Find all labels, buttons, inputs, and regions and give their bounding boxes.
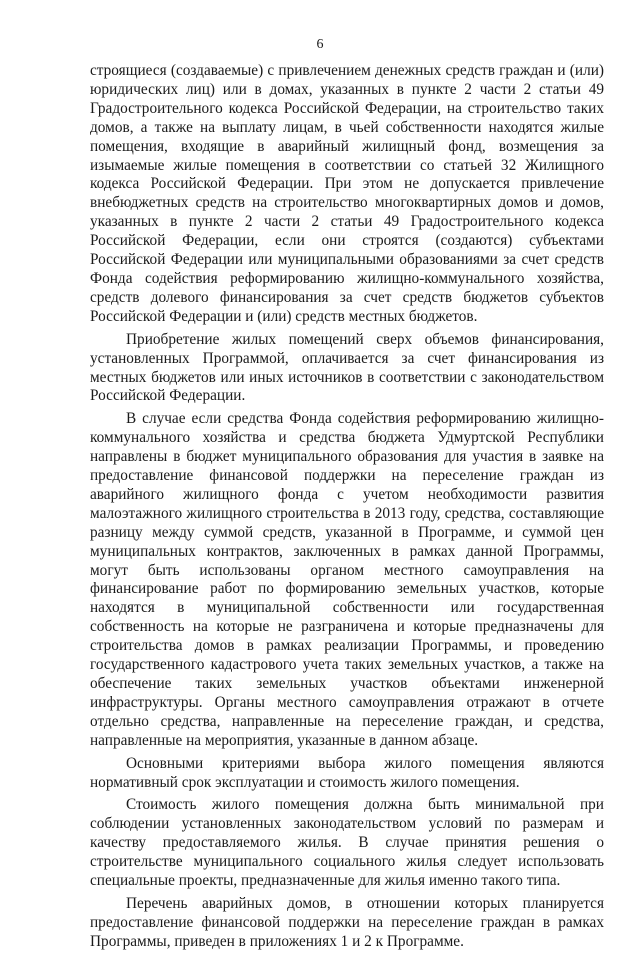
paragraph-acquisition-funding: Приобретение жилых помещений сверх объемов финансирования, установленных Программой, оплачивается за счет финансирования из местных бюджетов или иных источников в соответствии с законодательством Российской Федерации. xyxy=(90,330,604,405)
page-number: 6 xyxy=(316,37,324,52)
paragraph-continuation: строящиеся (создаваемые) с привлечением денежных средств граждан и (или) юридических лиц) или в домах, указанных в пункте 2 части 2 статьи 49 Градостроительного кодекса Российской Федерации, на строительство таких домов, а также на выплату лицам, в чьей собственности находятся жилые помещения, входящие в аварийный жилищный фонд, возмещения за изымаемые жилые помещения в соответствии со статьей 32 Жилищного кодекса Российской Федерации. При этом не допускается привлечение внебюджетных средств на строительство многоквартирных домов и домов, указанных в пункте 2 части 2 статьи 49 Градостроительного кодекса Российской Федерации, если они строятся (создаются) субъектами Российской Федерации или муниципальными образованиями за счет средств Фонда содействия реформированию жилищно-коммунального хозяйства, средств долевого финансирования за счет средств бюджетов субъектов Российской Федерации и (или) средств местных бюджетов. xyxy=(90,62,604,325)
paragraph-selection-criteria: Основными критериями выбора жилого помещения являются нормативный срок эксплуатации и стоимость жилого помещения. xyxy=(90,754,604,791)
paragraph-emergency-houses-list: Перечень аварийных домов, в отношении которых планируется предоставление финансовой поддержки на переселение граждан в рамках Программы, приведен в приложениях 1 и 2 к Программе. xyxy=(90,894,604,950)
paragraph-housing-cost: Стоимость жилого помещения должна быть минимальной при соблюдении установленных законодательством условий по размерам и качеству предоставляемого жилья. В случае принятия решения о строительстве муниципального социального жилья следует использовать специальные проекты, предназначенные для жилья именно такого типа. xyxy=(90,796,604,890)
document-body xyxy=(90,62,604,956)
paragraph-fund-remainder-use: В случае если средства Фонда содействия реформированию жилищно-коммунального хозяйства и средства бюджета Удмуртской Республики направлены в бюджет муниципального образования для участия в заявке на предоставление финансовой поддержки на переселение граждан из аварийного жилищного фонда с учетом необходимости развития малоэтажного жилищного строительства в 2013 году, средства, составляющие разницу между суммой средств, указанной в Программе, и суммой цен муниципальных контрактов, заключенных в рамках данной Программы, могут быть использованы органом местного самоуправления на финансирование работ по формированию земельных участков, которые находятся в муниципальной собственности или государственная собственность на которые не разграничена и которые предназначены для строительства домов в рамках реализации Программы, и проведению государственного кадастрового учета таких земельных участков, а также на обеспечение таких земельных участков объектами инженерной инфраструктуры. Органы местного самоуправления отражают в отчете отдельно средства, направленные на переселение граждан, и средства, направленные на мероприятия, указанные в данном абзаце. xyxy=(90,410,604,749)
